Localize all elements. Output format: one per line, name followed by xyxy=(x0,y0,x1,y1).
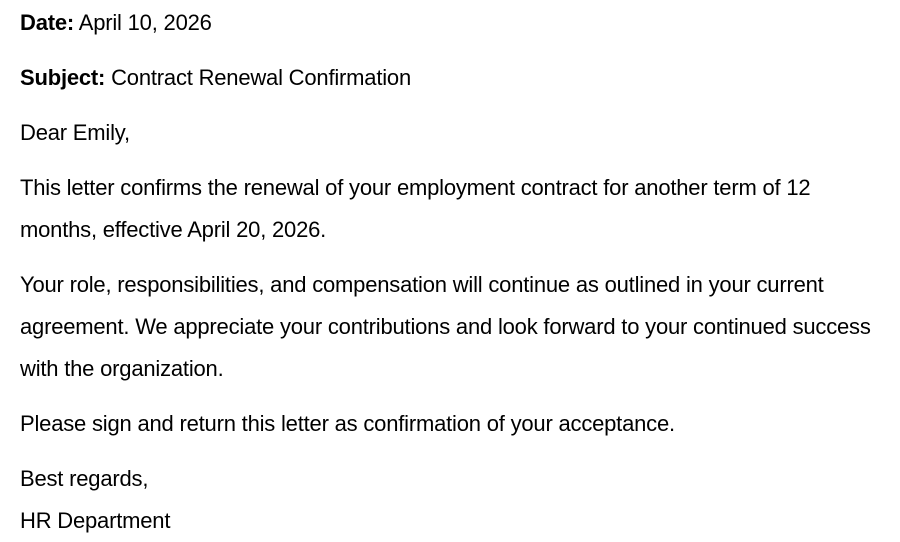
closing: Best regards, xyxy=(20,466,149,491)
subject-label: Subject: xyxy=(20,65,106,90)
signature: HR Department xyxy=(20,508,171,533)
date-value: April 10, 2026 xyxy=(78,10,212,35)
subject-value: Contract Renewal Confirmation xyxy=(111,65,411,90)
date-line xyxy=(20,2,882,44)
closing-block xyxy=(20,458,882,542)
subject-line xyxy=(20,57,882,99)
body-paragraph-1: This letter confirms the renewal of your employment contract for another term of 12 months, effective April 20, 2026. xyxy=(20,175,811,242)
body-paragraph-3: Please sign and return this letter as confirmation of your acceptance. xyxy=(20,411,675,436)
salutation: Dear Emily, xyxy=(20,120,130,145)
date-label: Date: xyxy=(20,10,75,35)
body-paragraph-2: Your role, responsibilities, and compensation will continue as outlined in your current agreement. We appreciate your contributions and look forward to your continued success with the organization. xyxy=(20,272,871,381)
